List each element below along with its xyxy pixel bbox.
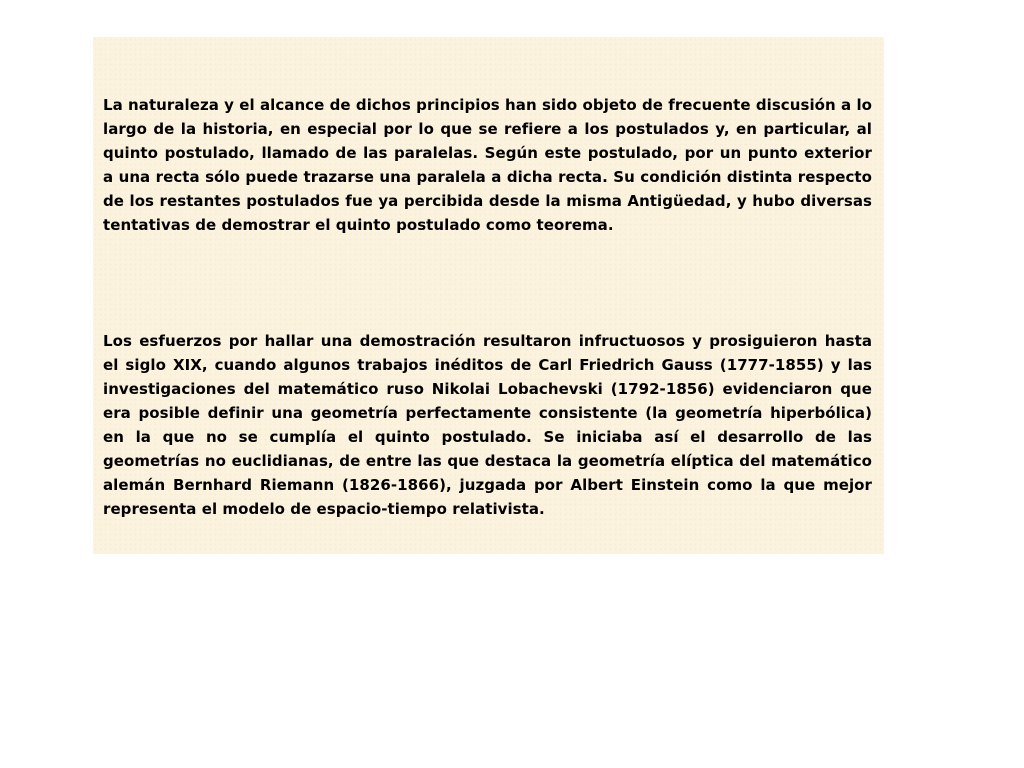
text-panel: [93, 37, 884, 554]
paragraph-postulates: La naturaleza y el alcance de dichos principios han sido objeto de frecuente discusión a lo largo de la historia, en especial por lo que se refiere a los postulados y, en particular, al quinto postulado, llamado de las paralelas. Según este postulado, por un punto exterior a una recta sólo puede trazarse una paralela a dicha recta. Su condición distinta respecto de los restantes postulados fue ya percibida desde la misma Antigüedad, y hubo diversas tentativas de demostrar el quinto postulado como teorema.: [103, 96, 872, 234]
paragraph-non-euclidean: Los esfuerzos por hallar una demostración resultaron infructuosos y prosiguieron hasta el siglo XIX, cuando algunos trabajos inéditos de Carl Friedrich Gauss (1777-1855) y las investigaciones del matemático ruso Nikolai Lobachevski (1792-1856) evidenciaron que era posible definir una geometría perfectamente consistente (la geometría hiperbólica) en la que no se cumplía el quinto postulado. Se iniciaba así el desarrollo de las geometrías no euclidianas, de entre las que destaca la geometría elíptica del matemático alemán Bernhard Riemann (1826-1866), juzgada por Albert Einstein como la que mejor representa el modelo de espacio-tiempo relativista.: [103, 332, 872, 518]
